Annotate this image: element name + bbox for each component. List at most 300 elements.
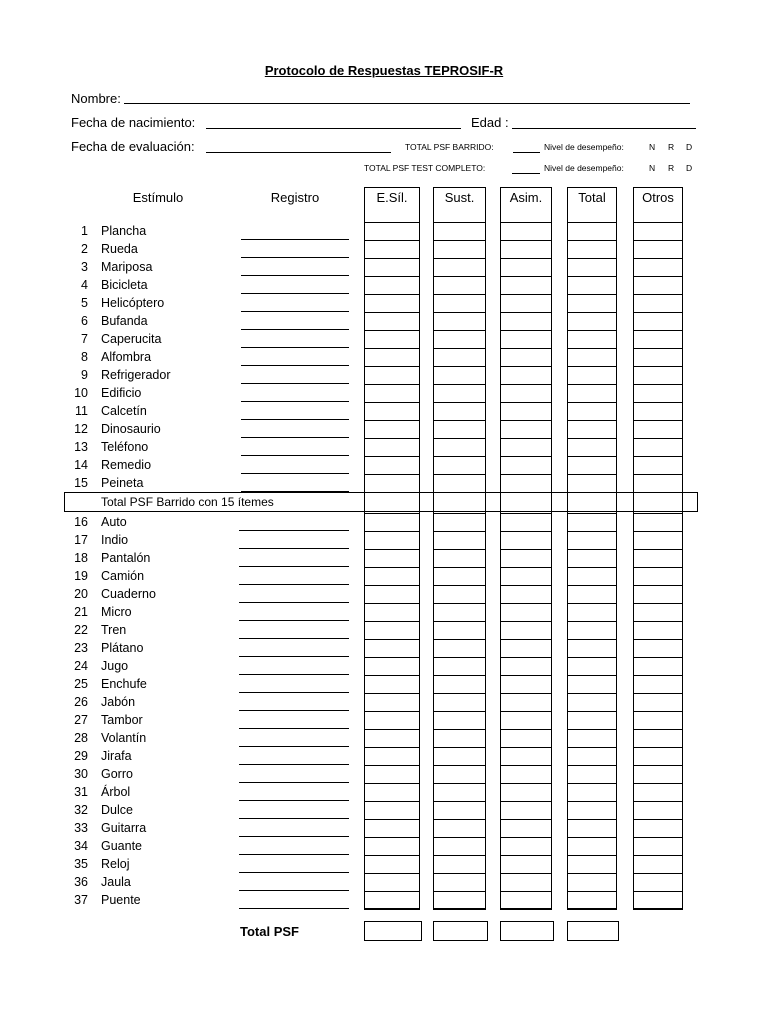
score-cell-col3[interactable] — [500, 438, 552, 457]
item-stimulus: Helicóptero — [101, 296, 165, 310]
score-cell-col2[interactable] — [433, 348, 486, 367]
column-header-4: Total — [578, 190, 606, 205]
item-stimulus: Guitarra — [101, 821, 147, 835]
fecha-evaluacion-label: Fecha de evaluación: — [71, 139, 195, 154]
item-number: 24 — [74, 659, 88, 673]
score-cell-col4[interactable] — [567, 657, 617, 676]
registro-field[interactable] — [239, 566, 349, 567]
item-number: 11 — [75, 404, 88, 418]
score-cell-col2[interactable] — [433, 513, 486, 532]
score-cell-col4[interactable] — [567, 276, 617, 295]
score-cell-col5[interactable] — [633, 384, 683, 403]
score-cell-col1[interactable] — [364, 240, 420, 259]
score-cell-col3[interactable] — [500, 873, 552, 892]
score-cell-col2[interactable] — [433, 258, 486, 277]
estimulo-header: Estímulo — [132, 190, 184, 205]
score-cell-col2[interactable] — [433, 294, 486, 313]
item-number: 8 — [81, 350, 88, 364]
score-cell-col5[interactable] — [633, 348, 683, 367]
item-number: 13 — [74, 440, 88, 454]
item-number: 33 — [74, 821, 88, 835]
registro-field[interactable] — [239, 728, 349, 729]
score-cell-col4[interactable] — [567, 567, 617, 586]
item-stimulus: Micro — [101, 605, 132, 619]
score-cell-col1[interactable] — [364, 765, 420, 784]
registro-field[interactable] — [239, 584, 349, 585]
score-cell-col1[interactable] — [364, 513, 420, 532]
score-cell-col4[interactable] — [567, 711, 617, 730]
score-cell-col1[interactable] — [364, 567, 420, 586]
score-cell-col4[interactable] — [567, 675, 617, 694]
score-cell-col3[interactable] — [500, 240, 552, 259]
registro-field[interactable] — [241, 419, 349, 420]
item-stimulus: Plátano — [101, 641, 144, 655]
registro-field[interactable] — [241, 491, 349, 492]
score-cell-col5[interactable] — [633, 585, 683, 604]
registro-field[interactable] — [239, 836, 349, 837]
score-cell-col2[interactable] — [433, 474, 486, 493]
score-cell-col4[interactable] — [567, 747, 617, 766]
score-cell-col2[interactable] — [433, 747, 486, 766]
score-cell-col2[interactable] — [433, 567, 486, 586]
form-title: Protocolo de Respuestas TEPROSIF-R — [264, 63, 504, 78]
total-box-1[interactable] — [364, 921, 422, 941]
score-cell-col3[interactable] — [500, 420, 552, 439]
score-cell-col1[interactable] — [364, 402, 420, 421]
score-cell-col1[interactable] — [364, 819, 420, 838]
score-cell-col1[interactable] — [364, 384, 420, 403]
score-cell-col5[interactable] — [633, 801, 683, 820]
score-cell-col3[interactable] — [500, 675, 552, 694]
score-cell-col4[interactable] — [567, 222, 617, 241]
score-cell-col5[interactable] — [633, 567, 683, 586]
item-number: 19 — [74, 569, 88, 583]
registro-field[interactable] — [239, 872, 349, 873]
score-cell-col5[interactable] — [633, 621, 683, 640]
score-cell-col2[interactable] — [433, 873, 486, 892]
score-cell-col5[interactable] — [633, 474, 683, 493]
score-cell-col3[interactable] — [500, 384, 552, 403]
score-cell-col1[interactable] — [364, 747, 420, 766]
score-cell-col2[interactable] — [433, 585, 486, 604]
score-cell-col1[interactable] — [364, 675, 420, 694]
registro-field[interactable] — [241, 257, 349, 258]
score-cell-col5[interactable] — [633, 258, 683, 277]
score-cell-col3[interactable] — [500, 711, 552, 730]
score-cell-col1[interactable] — [364, 531, 420, 550]
registro-field[interactable] — [239, 656, 349, 657]
score-cell-col5[interactable] — [633, 873, 683, 892]
registro-field[interactable] — [239, 548, 349, 549]
score-cell-col3[interactable] — [500, 348, 552, 367]
column-header-2: Sust. — [444, 190, 475, 205]
column-header-5: Otros — [642, 190, 674, 205]
score-cell-col4[interactable] — [567, 639, 617, 658]
score-cell-col3[interactable] — [500, 801, 552, 820]
item-stimulus: Pantalón — [101, 551, 151, 565]
score-cell-col2[interactable] — [433, 837, 486, 856]
score-cell-col4[interactable] — [567, 729, 617, 748]
edad-field[interactable] — [512, 128, 696, 129]
score-cell-col1[interactable] — [364, 801, 420, 820]
score-cell-col3[interactable] — [500, 402, 552, 421]
score-cell-col3[interactable] — [500, 891, 552, 910]
score-cell-col4[interactable] — [567, 603, 617, 622]
score-cell-col3[interactable] — [500, 567, 552, 586]
score-cell-col4[interactable] — [567, 819, 617, 838]
registro-field[interactable] — [239, 710, 349, 711]
score-cell-col3[interactable] — [500, 855, 552, 874]
score-cell-col4[interactable] — [567, 258, 617, 277]
score-cell-col5[interactable] — [633, 819, 683, 838]
score-cell-col2[interactable] — [433, 675, 486, 694]
item-stimulus: Cuaderno — [101, 587, 156, 601]
total-completo-field[interactable] — [512, 173, 540, 174]
nombre-label: Nombre: — [71, 91, 121, 106]
score-cell-col5[interactable] — [633, 837, 683, 856]
score-cell-col5[interactable] — [633, 240, 683, 259]
score-cell-col5[interactable] — [633, 603, 683, 622]
score-cell-col5[interactable] — [633, 456, 683, 475]
score-cell-col2[interactable] — [433, 384, 486, 403]
registro-field[interactable] — [241, 455, 349, 456]
score-cell-col3[interactable] — [500, 639, 552, 658]
score-cell-col1[interactable] — [364, 657, 420, 676]
score-cell-col1[interactable] — [364, 348, 420, 367]
score-cell-col2[interactable] — [433, 891, 486, 910]
score-cell-col2[interactable] — [433, 312, 486, 331]
registro-field[interactable] — [241, 365, 349, 366]
score-cell-col1[interactable] — [364, 783, 420, 802]
item-stimulus: Refrigerador — [101, 368, 171, 382]
score-cell-col4[interactable] — [567, 765, 617, 784]
registro-field[interactable] — [239, 890, 349, 891]
score-cell-col1[interactable] — [364, 891, 420, 910]
score-cell-col2[interactable] — [433, 549, 486, 568]
item-number: 22 — [74, 623, 88, 637]
score-cell-col2[interactable] — [433, 402, 486, 421]
score-cell-col3[interactable] — [500, 765, 552, 784]
item-number: 6 — [81, 314, 88, 328]
item-stimulus: Plancha — [101, 224, 147, 238]
registro-field[interactable] — [239, 818, 349, 819]
score-cell-col2[interactable] — [433, 729, 486, 748]
item-number: 1 — [81, 224, 88, 238]
nombre-field[interactable] — [124, 103, 690, 104]
score-cell-col3[interactable] — [500, 837, 552, 856]
item-stimulus: Auto — [101, 515, 127, 529]
item-number: 2 — [81, 242, 88, 256]
registro-field[interactable] — [239, 782, 349, 783]
score-cell-col2[interactable] — [433, 330, 486, 349]
score-cell-col4[interactable] — [567, 420, 617, 439]
score-cell-col3[interactable] — [500, 585, 552, 604]
nivel-label-1: Nivel de desempeño: — [544, 142, 624, 152]
registro-field[interactable] — [239, 908, 349, 909]
score-cell-col4[interactable] — [567, 549, 617, 568]
score-cell-col1[interactable] — [364, 438, 420, 457]
score-cell-col4[interactable] — [567, 366, 617, 385]
score-cell-col1[interactable] — [364, 603, 420, 622]
registro-field[interactable] — [239, 764, 349, 765]
score-cell-col1[interactable] — [364, 294, 420, 313]
score-cell-col2[interactable] — [433, 801, 486, 820]
score-cell-col5[interactable] — [633, 639, 683, 658]
score-cell-col5[interactable] — [633, 711, 683, 730]
registro-field[interactable] — [241, 473, 349, 474]
score-cell-col5[interactable] — [633, 891, 683, 910]
score-cell-col2[interactable] — [433, 456, 486, 475]
score-cell-col3[interactable] — [500, 456, 552, 475]
total-box-2[interactable] — [433, 921, 488, 941]
item-stimulus: Jabón — [101, 695, 136, 709]
registro-field[interactable] — [239, 530, 349, 531]
score-cell-col3[interactable] — [500, 330, 552, 349]
item-stimulus: Puente — [101, 893, 141, 907]
level-r-1[interactable]: R — [668, 142, 675, 152]
score-cell-col4[interactable] — [567, 513, 617, 532]
score-cell-col4[interactable] — [567, 294, 617, 313]
item-number: 26 — [74, 695, 88, 709]
score-cell-col5[interactable] — [633, 366, 683, 385]
score-cell-col3[interactable] — [500, 783, 552, 802]
score-cell-col4[interactable] — [567, 693, 617, 712]
item-number: 14 — [74, 458, 88, 472]
item-stimulus: Jugo — [101, 659, 129, 673]
score-cell-col4[interactable] — [567, 402, 617, 421]
total-psf-label: Total PSF — [240, 924, 299, 939]
registro-header: Registro — [270, 190, 320, 205]
score-cell-col1[interactable] — [364, 837, 420, 856]
score-cell-col1[interactable] — [364, 873, 420, 892]
column-header-1: E.Síl. — [376, 190, 408, 205]
registro-field[interactable] — [241, 239, 349, 240]
score-cell-col2[interactable] — [433, 222, 486, 241]
score-cell-col5[interactable] — [633, 513, 683, 532]
total-completo-label: TOTAL PSF TEST COMPLETO: — [364, 163, 486, 173]
item-stimulus: Enchufe — [101, 677, 147, 691]
score-cell-col3[interactable] — [500, 222, 552, 241]
item-number: 4 — [81, 278, 88, 292]
score-cell-col2[interactable] — [433, 855, 486, 874]
score-cell-col3[interactable] — [500, 258, 552, 277]
item-number: 12 — [74, 422, 88, 436]
score-cell-col3[interactable] — [500, 474, 552, 493]
item-stimulus: Reloj — [101, 857, 130, 871]
item-number: 18 — [74, 551, 88, 565]
score-cell-col2[interactable] — [433, 366, 486, 385]
score-cell-col3[interactable] — [500, 621, 552, 640]
score-cell-col2[interactable] — [433, 693, 486, 712]
score-cell-col1[interactable] — [364, 222, 420, 241]
score-cell-col4[interactable] — [567, 474, 617, 493]
score-cell-col4[interactable] — [567, 891, 617, 910]
score-cell-col5[interactable] — [633, 312, 683, 331]
score-cell-col2[interactable] — [433, 276, 486, 295]
score-cell-col5[interactable] — [633, 531, 683, 550]
barrido-total-label: Total PSF Barrido con 15 ítemes — [101, 495, 274, 509]
level-r-2[interactable]: R — [668, 163, 675, 173]
score-cell-col5[interactable] — [633, 549, 683, 568]
score-cell-col1[interactable] — [364, 366, 420, 385]
score-cell-col3[interactable] — [500, 729, 552, 748]
item-number: 25 — [74, 677, 88, 691]
registro-field[interactable] — [241, 311, 349, 312]
registro-field[interactable] — [239, 638, 349, 639]
score-cell-col3[interactable] — [500, 747, 552, 766]
score-cell-col3[interactable] — [500, 549, 552, 568]
fecha-evaluacion-field[interactable] — [206, 152, 391, 153]
score-cell-col3[interactable] — [500, 531, 552, 550]
score-cell-col1[interactable] — [364, 456, 420, 475]
score-cell-col5[interactable] — [633, 765, 683, 784]
score-cell-col5[interactable] — [633, 276, 683, 295]
registro-field[interactable] — [239, 602, 349, 603]
item-number: 28 — [74, 731, 88, 745]
score-cell-col4[interactable] — [567, 240, 617, 259]
item-number: 5 — [81, 296, 88, 310]
score-cell-col4[interactable] — [567, 621, 617, 640]
item-number: 37 — [74, 893, 88, 907]
registro-field[interactable] — [239, 854, 349, 855]
item-stimulus: Jaula — [101, 875, 131, 889]
score-cell-col2[interactable] — [433, 783, 486, 802]
score-cell-col1[interactable] — [364, 729, 420, 748]
score-cell-col3[interactable] — [500, 693, 552, 712]
score-cell-col1[interactable] — [364, 258, 420, 277]
item-number: 17 — [74, 533, 88, 547]
score-cell-col5[interactable] — [633, 855, 683, 874]
score-cell-col1[interactable] — [364, 639, 420, 658]
score-cell-col4[interactable] — [567, 384, 617, 403]
score-cell-col1[interactable] — [364, 312, 420, 331]
item-number: 29 — [74, 749, 88, 763]
item-number: 27 — [74, 713, 88, 727]
registro-field[interactable] — [239, 620, 349, 621]
level-n-2[interactable]: N — [649, 163, 656, 173]
score-cell-col4[interactable] — [567, 456, 617, 475]
item-stimulus: Dulce — [101, 803, 133, 817]
score-cell-col5[interactable] — [633, 438, 683, 457]
item-number: 31 — [74, 785, 88, 799]
score-cell-col2[interactable] — [433, 711, 486, 730]
score-cell-col5[interactable] — [633, 294, 683, 313]
item-stimulus: Volantín — [101, 731, 147, 745]
score-cell-col3[interactable] — [500, 312, 552, 331]
score-cell-col4[interactable] — [567, 801, 617, 820]
total-box-3[interactable] — [500, 921, 554, 941]
registro-field[interactable] — [241, 275, 349, 276]
score-cell-col1[interactable] — [364, 855, 420, 874]
registro-field[interactable] — [239, 692, 349, 693]
registro-field[interactable] — [241, 401, 349, 402]
score-cell-col5[interactable] — [633, 693, 683, 712]
registro-field[interactable] — [241, 383, 349, 384]
item-stimulus: Tren — [101, 623, 127, 637]
registro-field[interactable] — [239, 800, 349, 801]
score-cell-col3[interactable] — [500, 819, 552, 838]
score-cell-col4[interactable] — [567, 438, 617, 457]
score-cell-col4[interactable] — [567, 873, 617, 892]
score-cell-col1[interactable] — [364, 621, 420, 640]
registro-field[interactable] — [239, 746, 349, 747]
score-cell-col2[interactable] — [433, 531, 486, 550]
score-cell-col2[interactable] — [433, 240, 486, 259]
score-cell-col5[interactable] — [633, 330, 683, 349]
score-cell-col5[interactable] — [633, 402, 683, 421]
score-cell-col4[interactable] — [567, 585, 617, 604]
score-cell-col1[interactable] — [364, 585, 420, 604]
item-stimulus: Dinosaurio — [101, 422, 161, 436]
registro-field[interactable] — [241, 437, 349, 438]
score-cell-col2[interactable] — [433, 420, 486, 439]
score-cell-col4[interactable] — [567, 531, 617, 550]
score-cell-col5[interactable] — [633, 657, 683, 676]
score-cell-col1[interactable] — [364, 711, 420, 730]
score-cell-col3[interactable] — [500, 294, 552, 313]
level-d-1[interactable]: D — [686, 142, 693, 152]
registro-field[interactable] — [241, 293, 349, 294]
score-cell-col2[interactable] — [433, 603, 486, 622]
score-cell-col1[interactable] — [364, 420, 420, 439]
score-cell-col5[interactable] — [633, 783, 683, 802]
score-cell-col1[interactable] — [364, 474, 420, 493]
item-stimulus: Teléfono — [101, 440, 149, 454]
score-cell-col1[interactable] — [364, 693, 420, 712]
item-stimulus: Edificio — [101, 386, 142, 400]
total-barrido-label: TOTAL PSF BARRIDO: — [405, 142, 494, 152]
score-cell-col2[interactable] — [433, 639, 486, 658]
registro-field[interactable] — [241, 347, 349, 348]
score-cell-col3[interactable] — [500, 603, 552, 622]
score-cell-col2[interactable] — [433, 819, 486, 838]
score-cell-col1[interactable] — [364, 549, 420, 568]
score-cell-col3[interactable] — [500, 276, 552, 295]
fecha-nacimiento-label: Fecha de nacimiento: — [71, 115, 196, 130]
score-cell-col2[interactable] — [433, 438, 486, 457]
score-cell-col1[interactable] — [364, 330, 420, 349]
score-cell-col4[interactable] — [567, 330, 617, 349]
score-cell-col5[interactable] — [633, 729, 683, 748]
score-cell-col2[interactable] — [433, 765, 486, 784]
score-cell-col4[interactable] — [567, 312, 617, 331]
registro-field[interactable] — [241, 329, 349, 330]
score-cell-col3[interactable] — [500, 366, 552, 385]
score-cell-col1[interactable] — [364, 276, 420, 295]
score-cell-col5[interactable] — [633, 747, 683, 766]
score-cell-col3[interactable] — [500, 513, 552, 532]
score-cell-col2[interactable] — [433, 621, 486, 640]
nivel-label-2: Nivel de desempeño: — [544, 163, 624, 173]
score-cell-col5[interactable] — [633, 222, 683, 241]
score-cell-col3[interactable] — [500, 657, 552, 676]
registro-field[interactable] — [239, 674, 349, 675]
score-cell-col4[interactable] — [567, 348, 617, 367]
score-cell-col2[interactable] — [433, 657, 486, 676]
fecha-nacimiento-field[interactable] — [206, 128, 461, 129]
score-cell-col5[interactable] — [633, 675, 683, 694]
item-number: 9 — [81, 368, 88, 382]
score-cell-col4[interactable] — [567, 783, 617, 802]
item-stimulus: Jirafa — [101, 749, 132, 763]
score-cell-col4[interactable] — [567, 837, 617, 856]
total-box-4[interactable] — [567, 921, 619, 941]
score-cell-col5[interactable] — [633, 420, 683, 439]
total-barrido-field[interactable] — [513, 152, 540, 153]
level-n-1[interactable]: N — [649, 142, 656, 152]
score-cell-col4[interactable] — [567, 855, 617, 874]
level-d-2[interactable]: D — [686, 163, 693, 173]
